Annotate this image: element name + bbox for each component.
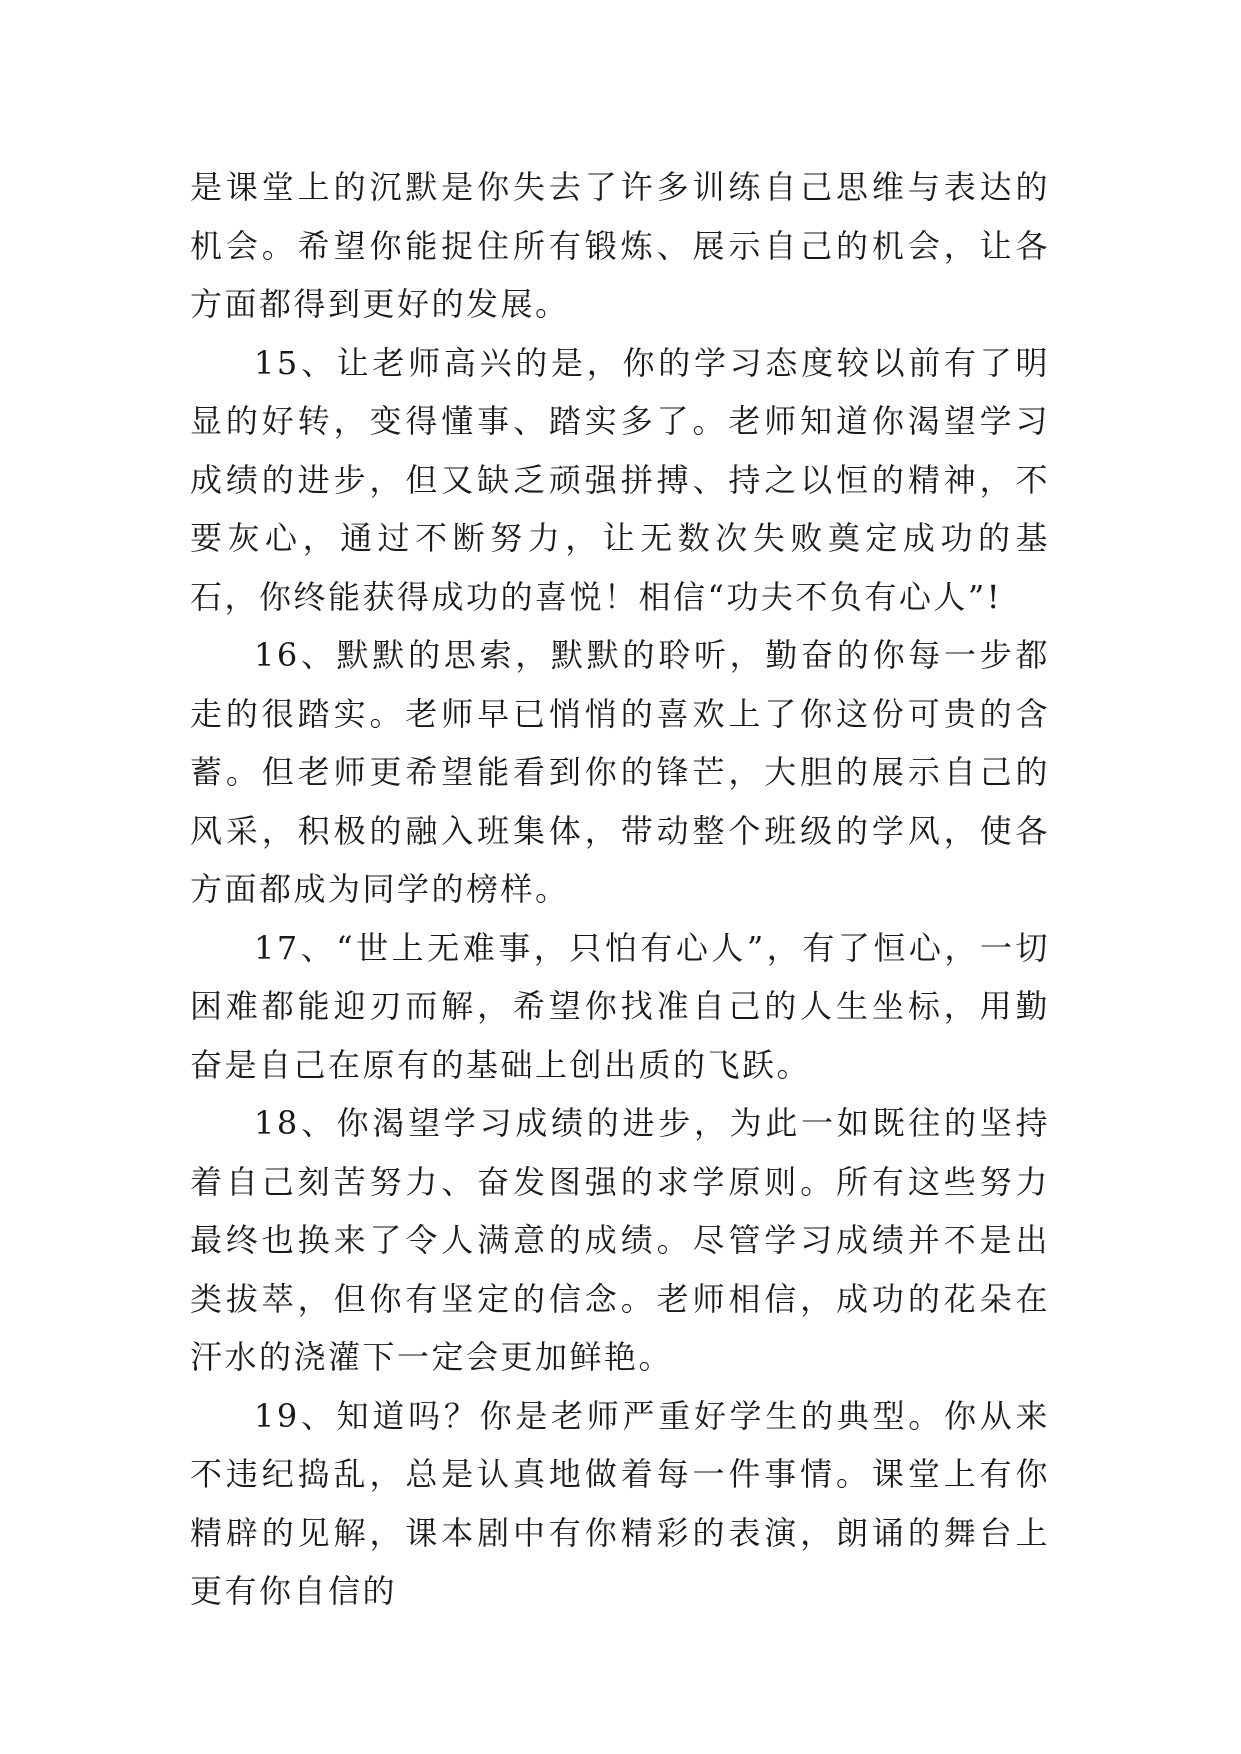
paragraph-19: 19、知道吗？你是老师严重好学生的典型。你从来不违纪捣乱，总是认真地做着每一件事情。课堂上有你精辟的见解，课本剧中有你精彩的表演，朗诵的舞台上更有你自信的 <box>190 1396 1050 1610</box>
document-body <box>190 158 1050 1621</box>
paragraph-15: 15、让老师高兴的是，你的学习态度较以前有了明显的好转，变得懂事、踏实多了。老师知道你渴望学习成绩的进步，但又缺乏顽强拼搏、持之以恒的精神，不要灰心，通过不断努力，让无数次失败奠定成功的基石，你终能获得成功的喜悦！相信“功夫不负有心人”! <box>190 343 1050 616</box>
paragraph-continuation: 是课堂上的沉默是你失去了许多训练自己思维与表达的机会。希望你能捉住所有锻炼、展示自己的机会，让各方面都得到更好的发展。 <box>190 168 1050 323</box>
paragraph-17: 17、“世上无难事，只怕有心人”，有了恒心，一切困难都能迎刃而解，希望你找准自己的人生坐标，用勤奋是自己在原有的基础上创出质的飞跃。 <box>190 928 1050 1084</box>
paragraph-18: 18、你渴望学习成绩的进步，为此一如既往的坚持着自己刻苦努力、奋发图强的求学原则。所有这些努力最终也换来了令人满意的成绩。尽管学习成绩并不是出类拔萃，但你有坚定的信念。老师相信，成功的花朵在汗水的浇灌下一定会更加鲜艳。 <box>190 1104 1050 1376</box>
paragraph-16: 16、默默的思索，默默的聆听，勤奋的你每一步都走的很踏实。老师早已悄悄的喜欢上了你这份可贵的含蓄。但老师更希望能看到你的锋芒，大胆的展示自己的风采，积极的融入班集体，带动整个班级的学风，使各方面都成为同学的榜样。 <box>190 636 1050 908</box>
